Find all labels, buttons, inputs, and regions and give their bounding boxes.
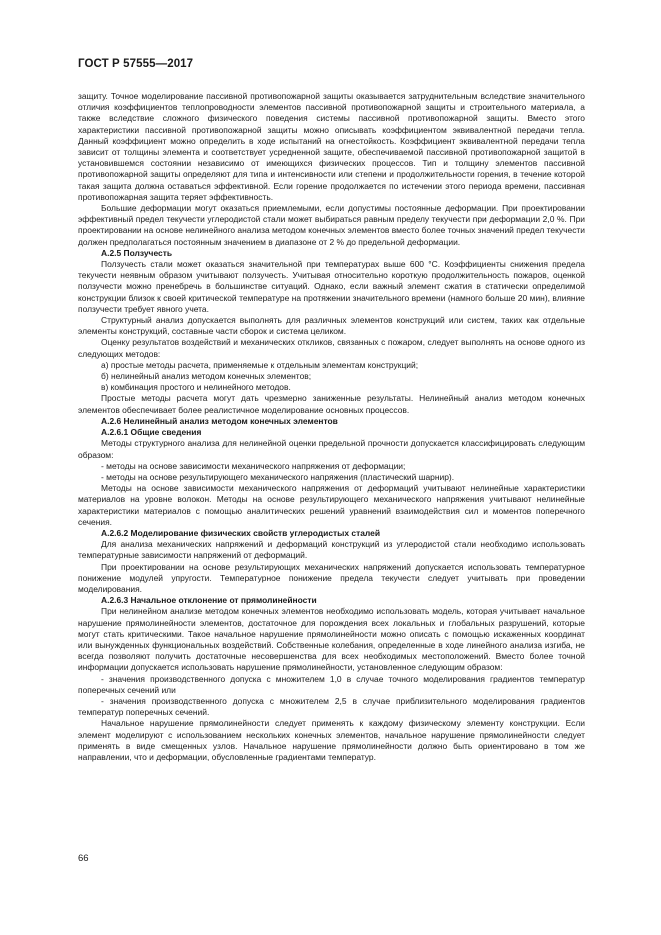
document-header: ГОСТ Р 57555—2017 (78, 58, 194, 70)
list-item: в) комбинация простого и нелинейного методов. (101, 382, 291, 393)
paragraph: Структурный анализ допускается выполнять для различных элементов конструкций или систем, таких как отдельные элементы конструкций, составные части сборок и система целиком. (78, 315, 585, 337)
page-number: 66 (78, 853, 89, 864)
paragraph: Методы структурного анализа для нелинейной оценки предельной прочности допускается классифицировать следующим образом: (78, 438, 585, 460)
list-item: б) нелинейный анализ методом конечных элементов; (101, 371, 312, 382)
list-item: - методы на основе результирующего механического напряжения (пластический шарнир). (101, 471, 455, 482)
list-item: - значения производственного допуска с множителем 1,0 в случае точного моделирования градиентов температур поперечных сечений или (78, 673, 585, 695)
paragraph: Большие деформации могут оказаться приемлемыми, если допустимы постоянные деформации. При проектировании эффективный предел текучести углеродистой стали может выбираться равным пределу текучести при деформации 2,0 %. При проектировании на основе нелинейного анализа методом конечных элементов вместо более точных значений предел текучести должен предполагаться постоянным значением в диапазоне от 2 % до предельной деформации. (78, 203, 585, 247)
paragraph: Простые методы расчета могут дать чрезмерно заниженные результаты. Нелинейный анализ методом конечных элементов обеспечивает более реалистичное моделирование основных процессов. (78, 393, 585, 415)
paragraph: Ползучесть стали может оказаться значительной при температурах выше 600 °С. Коэффициенты снижения предела текучести неявным образом учитывают ползучесть. Учитывая относительно короткую продолжительность пожаров, оценкой ползучести можно пренебречь в большинстве ситуаций. Однако, если важный элемент сжатия в статически определимой конструкции близок к своей критической температуре на протяжении значительного времени (намного больше 20 мин), влияние ползучести требует явного учета. (78, 259, 585, 314)
paragraph: При нелинейном анализе методом конечных элементов необходимо использовать модель, которая учитывает начальное нарушение прямолинейности элементов, достаточное для порождения всех локальных и глобальных разрушений, которые могут стать критическими. Такое начальное нарушение прямолинейности можно описать с помощью искаженных координат или вынужденных функциональных воздействий. Собственные колебания, определенные в ходе линейного анализа изгиба, не всегда позволяют получить достаточные несовершенства для всех необходимых местоположений. Вместо более точной информации допускается использовать нарушение прямолинейности, установленное следующим образом: (78, 606, 585, 673)
section-heading: А.2.5 Ползучесть (101, 247, 173, 258)
list-item: - значения производственного допуска с множителем 2,5 в случае приблизительного моделирования градиентов температур поперечных сечений. (78, 695, 585, 718)
list-item: - методы на основе зависимости механического напряжения от деформации; (101, 460, 406, 471)
section-heading: А.2.6.2 Моделирование физических свойств углеродистых сталей (101, 527, 381, 538)
paragraph: Начальное нарушение прямолинейности следует применять к каждому физическому элементу конструкции. Если элемент моделируют с использованием нескольких конечных элементов, начальное нарушение прямолинейности следует применять в виде смещенных узлов. Начальное нарушение прямолинейности должно быть ориентировано в том же направлении, что и деформации, обусловленные градиентами температур. (78, 718, 585, 762)
document-body (78, 91, 585, 763)
list-item: а) простые методы расчета, применяемые к отдельным элементам конструкций; (101, 359, 419, 370)
section-heading: А.2.6 Нелинейный анализ методом конечных элементов (101, 415, 338, 426)
paragraph: Методы на основе зависимости механического напряжения от деформаций учитывают нелинейные характеристики материалов на уровне волокон. Методы на основе результирующего механического напряжения учитывают нелинейные характеристики материалов с помощью аналитических решений уравнений взаимодействия сил и моментов поперечного сечения. (78, 483, 585, 527)
paragraph: При проектировании на основе результирующих механических напряжений допускается использовать температурное понижение модулей упругости. Температурное понижение предела текучести следует учитывать при проведении моделирования. (78, 561, 585, 594)
section-heading: А.2.6.1 Общие сведения (101, 427, 202, 438)
paragraph: Для анализа механических напряжений и деформаций конструкций из углеродистой стали необходимо использовать температурные зависимости напряжений от деформаций. (78, 539, 585, 561)
paragraph: Оценку результатов воздействий и механических откликов, связанных с пожаром, следует выполнять на основе одного из следующих методов: (78, 337, 585, 359)
paragraph: защиту. Точное моделирование пассивной противопожарной защиты оказывается затруднительным вследствие значительного отличия коэффициентов теплопроводности элементов пассивной противопожарной защиты и строительного материала, а также вследствие сложного физического поведения системы пассивной противопожарной защиты. Вместо этого характеристики пассивной противопожарной защиты можно описывать коэффициентом эквивалентной передачи тепла. Данный коэффициент можно определить в ходе испытаний на огнестойкость. Коэффициент эквивалентной передачи тепла зависит от толщины элемента и соответствует усредненной защите, обеспечиваемой пассивной противопожарной защитой в установившемся состоянии независимо от имеющихся физических процессов. Тип и толщину элементов пассивной противопожарной защиты определяют для типа и интенсивности или степени и продолжительности горения, в течение которой такая защита должна оставаться эффективной. Если горение продолжается по истечении этого периода времени, пассивная противопожарная защита теряет эффективность. (78, 91, 585, 202)
section-heading: А.2.6.3 Начальное отклонение от прямолинейности (101, 595, 317, 606)
